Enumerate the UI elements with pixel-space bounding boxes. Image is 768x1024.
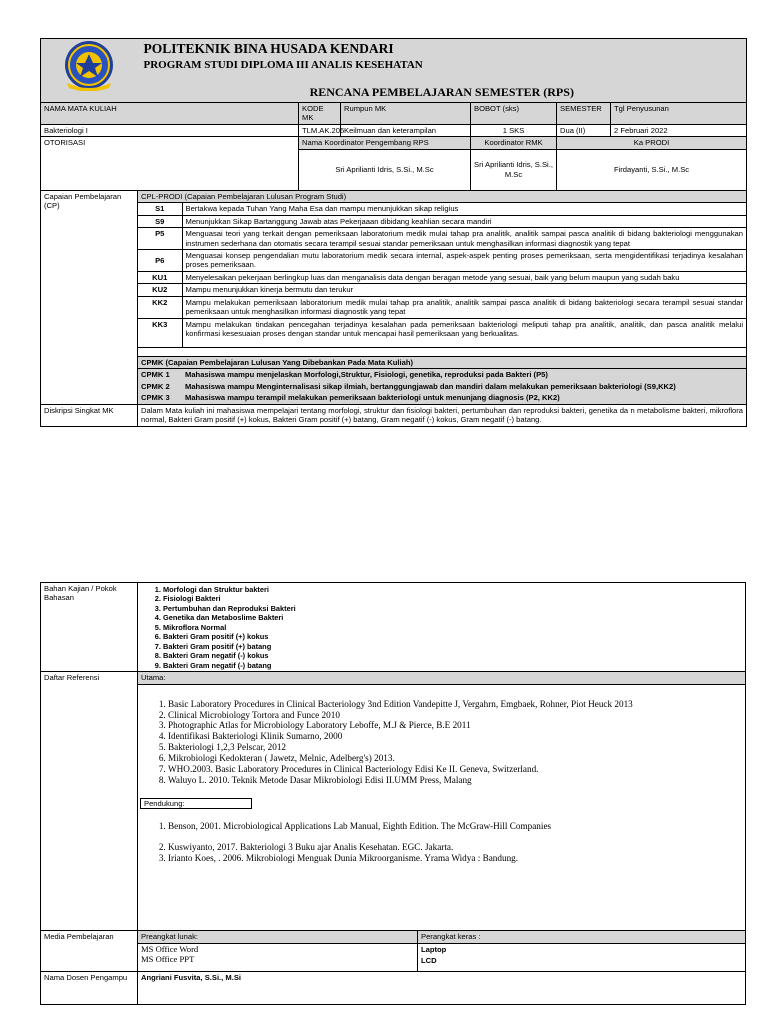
bahan-row xyxy=(41,583,746,672)
program-name: PROGRAM STUDI DIPLOMA III ANALIS KESEHATAN xyxy=(143,58,423,71)
bahan-content xyxy=(138,583,746,672)
rps-main-table xyxy=(40,38,747,427)
course-values-row xyxy=(41,124,747,136)
rmk-header: Koordinator RMK xyxy=(471,137,557,149)
cpl-header-row xyxy=(138,191,746,203)
rmk-name: Sri Aprilianti Idris, S.Si., M.Sc xyxy=(471,149,557,190)
bobot-header: BOBOT (sks) xyxy=(471,102,557,124)
media-keras-cell xyxy=(418,931,746,972)
lunak-label: Preangkat lunak: xyxy=(138,931,417,943)
referensi-row xyxy=(41,672,746,931)
cp-text: Mampu melakukan tindakan pencegahan terjadinya kesalahan pada pemeriksaan bakteriologi meliputi tahap pra analitik, analitik, dan pasca analitik melalui konfirmasi kesesuaian proses dengan standar untuk mencapai hasil pemeriksaan yang berkualitas. xyxy=(182,318,746,347)
list-item: 2. Kuswiyanto, 2017. Bakteriologi 3 Buku ajar Analis Kesehatan. EGC. Jakarta. xyxy=(168,842,745,853)
bahan-label: Bahan Kajian / Pokok Bahasan xyxy=(41,583,138,672)
media-lunak-cell xyxy=(138,931,418,972)
course-tgl: 2 Februari 2022 xyxy=(611,124,747,136)
cpmk-header: CPMK (Capaian Pembelajaran Lulusan Yang Dibebankan Pada Mata Kuliah) xyxy=(138,356,746,368)
list-item: 8. Waluyo L. 2010. Teknik Metode Dasar Mikrobiologi Edisi II.UMM Press, Malang xyxy=(168,775,745,786)
list-item: 6. Mikrobiologi Kedokteran ( Jawetz, Melnic, Adelberg's) 2013. xyxy=(168,753,745,764)
otorisasi-label: OTORISASI xyxy=(41,137,299,190)
list-item: 8. Bakteri Gram negatif (-) kokus xyxy=(163,651,742,660)
cp-code: P6 xyxy=(138,249,182,271)
deskripsi-label: Diskripsi Singkat MK xyxy=(41,404,138,426)
cp-item-row xyxy=(138,271,746,283)
course-rumpun: Keilmuan dan keterampilan xyxy=(341,124,471,136)
bahan-list xyxy=(141,585,742,670)
cp-text: Mampu melakukan pemeriksaan laboratorium medik mulai tahap pra analitik, analitik sampai pasca analitik di bidang bakteriologi secara terampil sesuai standar pemeriksaan untuk menghasilkan informasi diagnostik yang tepat xyxy=(182,296,746,318)
cp-inner-table xyxy=(138,191,746,404)
cp-item-row xyxy=(138,249,746,271)
cpl-header: CPL-PRODI (Capaian Pembelajaran Lulusan Program Studi) xyxy=(138,191,746,203)
cpmk-row xyxy=(138,381,746,392)
list-item: 1. Basic Laboratory Procedures in Clinical Bacteriology 3nd Edition Vandepitte J, Vergahrn, Emgbaek, Rohner, Piot Heuck 2013 xyxy=(168,699,745,710)
cp-text: Menunjukkan Sikap Bartanggung Jawab atas Pekerjaaan dibidang keahlian secara mandiri xyxy=(182,215,746,227)
header-title-cell xyxy=(138,39,747,103)
kaprodi-header: Ka PRODI xyxy=(557,137,747,149)
cp-text: Menguasai teori yang terkait dengan pemeriksaan laboratorium medik mulai tahap pra analitik, analitik sampai pasca analitik di bidang bakteriologi menggunakan instrumen sederhana dan otomatis secara terampil sesuai standar pemeriksaan untuk menghasilkan informasi diagnostik yang tepat xyxy=(182,228,746,250)
cpmk-code: CPMK 1 xyxy=(141,370,170,380)
cp-spacer xyxy=(138,347,746,356)
list-item: 1. Benson, 2001. Microbiological Applications Lab Manual, Eighth Edition. The McGraw-Hill Companies xyxy=(168,821,568,832)
cp-text: Menyelesaikan pekerjaan berlingkup luas dan menganalisis data dengan beragan metode yang sesuai, baik yang belum maupun yang sudah baku xyxy=(182,271,746,283)
list-item: 5. Mikroflora Normal xyxy=(163,623,742,632)
kode-mk-header: KODE MK xyxy=(299,102,341,124)
cp-code: KK3 xyxy=(138,318,182,347)
pengembang-header: Nama Koordinator Pengembang RPS xyxy=(299,137,471,149)
list-item: 6. Bakteri Gram positif (+) kokus xyxy=(163,632,742,641)
cp-code: P5 xyxy=(138,228,182,250)
pendukung-label: Pendukung: xyxy=(140,798,252,809)
cpmk-row xyxy=(138,369,746,381)
logo-cell xyxy=(41,39,138,103)
institution-name: POLITEKNIK BINA HUSADA KENDARI xyxy=(143,41,394,56)
cpmk-code: CPMK 3 xyxy=(141,393,170,403)
cp-item-row xyxy=(138,296,746,318)
tgl-header: Tgl Penyusunan xyxy=(611,102,747,124)
referensi-content xyxy=(138,672,746,931)
cp-item-row xyxy=(138,203,746,215)
list-item: 3. Pertumbuhan dan Reproduksi Bakteri xyxy=(163,604,742,613)
otorisasi-row xyxy=(41,137,747,149)
cp-text: Menguasai konsep pengendalian mutu laboratorium medik secara internal, aspek-aspek penting proses pemeriksaan, serta mengidentifikasi terjadinya kesalahan proses pemeriksaan. xyxy=(182,249,746,271)
cp-text: Bertakwa kepada Tuhan Yang Maha Esa dan mampu menunjukkan sikap religius xyxy=(182,203,746,215)
list-item: 1. Morfologi dan Struktur bakteri xyxy=(163,585,742,594)
course-bobot: 1 SKS xyxy=(471,124,557,136)
pendukung-list xyxy=(138,821,745,864)
cpmk-text: Mahasiswa mampu menjelaskan Morfologi,Struktur, Fisiologi, genetika, reproduksi pada Bakteri (P5) xyxy=(185,370,548,380)
document-title: RENCANA PEMBELAJARAN SEMESTER (RPS) xyxy=(309,84,574,99)
lunak-item: MS Office PPT xyxy=(141,954,195,965)
semester-header: SEMESTER xyxy=(557,102,611,124)
utama-label: Utama: xyxy=(138,672,745,684)
deskripsi-text: Dalam Mata kuliah ini mahasiswa mempelajari tentang morfologi, struktur dan fisiologi bakteri, pertumbuhan dan reproduksi bakteri, genetika da n metabolisme bakteri, mikroflora normal, Bakteri Gram positif (+) kokus, Bakteri Gram positif (+) batang, Gram negatif (-) kokus, Gram negatif (-) batang. xyxy=(138,404,747,426)
cp-text: Mampu menunjukkan kinerja bermutu dan terukur xyxy=(182,284,746,296)
media-label: Media Pembelajaran xyxy=(41,931,138,972)
course-semester: Dua (II) xyxy=(557,124,611,136)
deskripsi-row xyxy=(41,404,747,426)
list-item: 4. Identifikasi Bakteriologi Klinik Sumarno, 2000 xyxy=(168,731,745,742)
list-item: 9. Bakteri Gram negatif (-) batang xyxy=(163,661,742,670)
dosen-row xyxy=(41,972,746,1005)
header-row xyxy=(41,39,747,103)
institution-emblem-icon xyxy=(41,39,138,91)
cpmk-text: Mahasiswa mampu terampil melakukan pemeriksaan bakteriologi untuk menunjang diagnosis (P2, KK2) xyxy=(185,393,560,403)
keras-label: Perangkat keras : xyxy=(418,931,745,943)
cp-spacer-row xyxy=(138,347,746,356)
lunak-item: MS Office Word xyxy=(141,943,199,954)
keras-item: Laptop xyxy=(421,944,447,954)
dosen-name: Angriani Fusvita, S.Si., M.Si xyxy=(138,972,746,1005)
keras-item: LCD xyxy=(421,956,437,966)
cp-code: S9 xyxy=(138,215,182,227)
cp-content xyxy=(138,190,747,404)
cp-code: KU2 xyxy=(138,284,182,296)
kaprodi-name: Firdayanti, S.Si., M.Sc xyxy=(557,149,747,190)
nama-mk-header: NAMA MATA KULIAH xyxy=(41,102,299,124)
list-item: 3. Irianto Koes, . 2006. Mikrobiologi Menguak Dunia Mikroorganisme. Yrama Widya : Bandung. xyxy=(168,853,745,864)
cp-code: KK2 xyxy=(138,296,182,318)
cp-row xyxy=(41,190,747,404)
list-item: 5. Bakteriologi 1,2,3 Pelscar, 2012 xyxy=(168,742,745,753)
list-item: 7. WHO.2003. Basic Laboratory Procedures in Clinical Bacteriology Edisi Ke II. Geneva, Switzerland. xyxy=(168,764,745,775)
rumpun-mk-header: Rumpun MK xyxy=(341,102,471,124)
utama-list xyxy=(138,699,745,786)
pengembang-name: Sri Aprilianti Idris, S.Si., M.Sc xyxy=(299,149,471,190)
list-item: 2. Clinical Microbiology Tortora and Funce 2010 xyxy=(168,710,745,721)
cp-code: S1 xyxy=(138,203,182,215)
course-name: Bakteriologi I xyxy=(41,124,299,136)
cp-item-row xyxy=(138,284,746,296)
cp-code: KU1 xyxy=(138,271,182,283)
cp-label: Capaian Pembelajaran (CP) xyxy=(41,190,138,404)
list-item: 3. Photographic Atlas for Microbiology Laboratory Leboffe, M.J & Pierce, B.E 2011 xyxy=(168,720,745,731)
cpmk-code: CPMK 2 xyxy=(141,381,170,391)
list-item: 4. Genetika dan Metaboslime Bakteri xyxy=(163,613,742,622)
cp-item-row xyxy=(138,228,746,250)
course-header-row xyxy=(41,102,747,124)
rps-second-table xyxy=(40,582,746,1005)
cpmk-row xyxy=(138,392,746,403)
cpmk-text: Mahasiswa mampu Menginternalisasi sikap ilmiah, bertanggungjawab dan mandiri dalam melakukan pemeriksaan bakteriologi (S9,KK2) xyxy=(185,381,676,391)
course-code: TLM.AK.206 xyxy=(299,124,341,136)
cp-item-row xyxy=(138,215,746,227)
cp-item-row xyxy=(138,318,746,347)
list-item: 2. Fisiologi Bakteri xyxy=(163,594,742,603)
referensi-label: Daftar Referensi xyxy=(41,672,138,931)
media-row xyxy=(41,931,746,972)
dosen-label: Nama Dosen Pengampu xyxy=(41,972,138,1005)
cpmk-header-row xyxy=(138,356,746,368)
list-item: 7. Bakteri Gram positif (+) batang xyxy=(163,642,742,651)
